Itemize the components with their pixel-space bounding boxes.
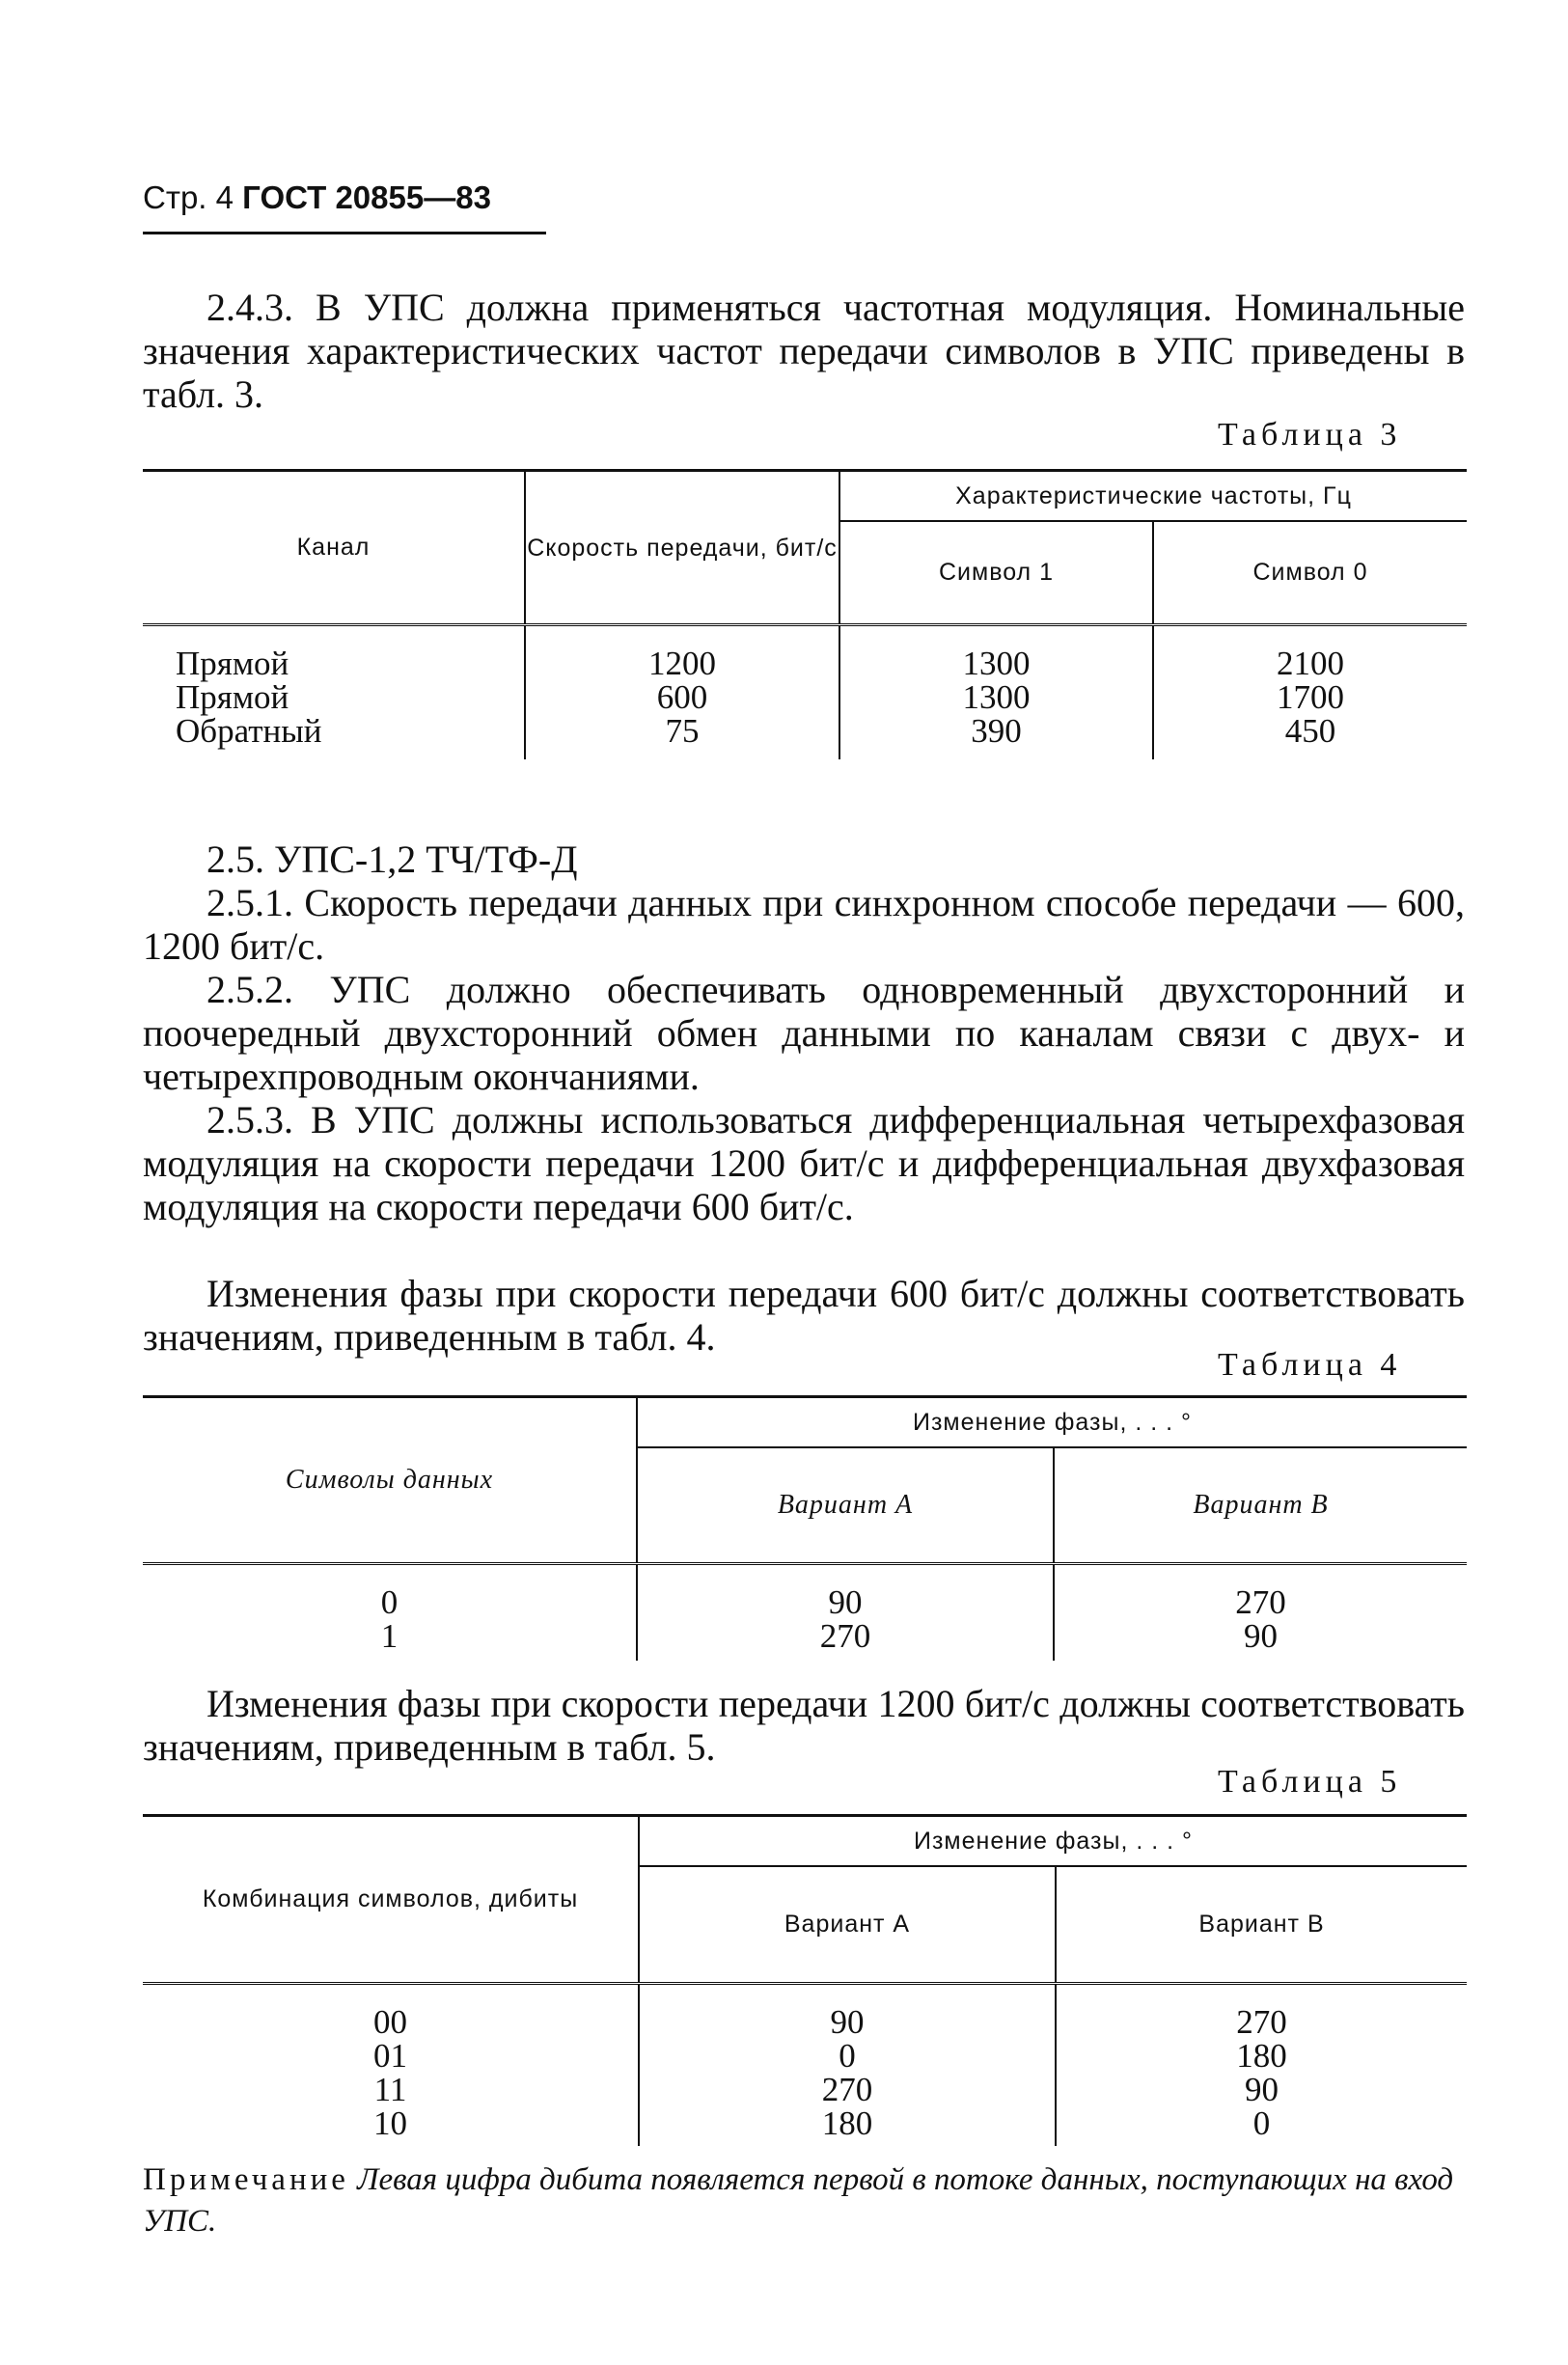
note-text: Левая цифра дибита появляется первой в потоке данных, поступающих на вход УПС.: [143, 2162, 1454, 2239]
table5-caption: Таблица 5: [1218, 1764, 1402, 1800]
table-4: [143, 1395, 1467, 1661]
table4-header-variant-a: Вариант А: [637, 1447, 1054, 1563]
table-5: [143, 1814, 1467, 2146]
table4-header-symbols: Символы данных: [143, 1397, 637, 1564]
table-3: [143, 469, 1467, 759]
section-2-5-title: 2.5. УПС-1,2 ТЧ/ТФ-Д: [206, 838, 578, 881]
note-lead: Примечание: [143, 2162, 349, 2197]
table3-header-sym1: Символ 1: [839, 521, 1153, 624]
table-row: 01 0 180: [143, 2039, 1467, 2073]
table-row: 0 90 270: [143, 1585, 1467, 1619]
table3-header-freq: Характеристические частоты, Гц: [839, 471, 1467, 522]
standard-number: ГОСТ 20855—83: [242, 179, 491, 215]
table3-header-channel: Канал: [143, 471, 525, 625]
paragraph-2-5-1: 2.5.1. Скорость передачи данных при синхронном способе передачи — 600, 1200 бит/с.: [143, 881, 1465, 968]
table-row: 1 270 90: [143, 1619, 1467, 1661]
table-row: Обратный 75 390 450: [143, 714, 1467, 759]
paragraph-phase-1200: Изменения фазы при скорости передачи 1200 бит/с должны соответствовать значениям, приведенным в табл. 5.: [143, 1682, 1465, 1769]
header-rule: [143, 232, 546, 234]
table5-header-variant-a: Вариант А: [639, 1866, 1056, 1983]
table3-header-speed: Скорость передачи, бит/с: [525, 471, 839, 625]
table4-caption: Таблица 4: [1218, 1347, 1402, 1383]
table-row: 10 180 0: [143, 2106, 1467, 2146]
paragraph-2-4-3: 2.4.3. В УПС должна применяться частотная модуляция. Номинальные значения характеристических частот передачи символов в УПС приведены в табл. 3.: [143, 286, 1465, 416]
page-number: Стр. 4: [143, 179, 234, 215]
table4-header-variant-b: Вариант В: [1054, 1447, 1467, 1563]
paragraph-2-5-3: 2.5.3. В УПС должны использоваться дифференциальная четырехфазовая модуляция на скорости передачи 1200 бит/с и дифференциальная двухфазовая модуляция на скорости передачи 600 бит/с.: [143, 1098, 1465, 1228]
table3-header-sym0: Символ 0: [1153, 521, 1467, 624]
table5-header-phase: Изменение фазы, . . . °: [639, 1816, 1467, 1867]
table5-header-variant-b: Вариант В: [1056, 1866, 1467, 1983]
table5-header-combination: Комбинация символов, дибиты: [143, 1816, 639, 1984]
paragraph-2-5-2: 2.5.2. УПС должно обеспечивать одновременный двухсторонний и поочередный двухсторонний обмен данными по каналам связи с двух- и четырехпроводным окончаниями.: [143, 968, 1465, 1098]
table4-header-phase: Изменение фазы, . . . °: [637, 1397, 1467, 1448]
paragraph-phase-600: Изменения фазы при скорости передачи 600 бит/с должны соответствовать значениям, приведенным в табл. 4.: [143, 1272, 1465, 1359]
table5-note: [143, 2159, 1467, 2242]
table-row: 11 270 90: [143, 2073, 1467, 2106]
table3-caption: Таблица 3: [1218, 417, 1402, 453]
page-header: [143, 179, 491, 216]
table-row: 00 90 270: [143, 2005, 1467, 2039]
table-row: Прямой 600 1300 1700: [143, 680, 1467, 714]
table-row: Прямой 1200 1300 2100: [143, 646, 1467, 680]
